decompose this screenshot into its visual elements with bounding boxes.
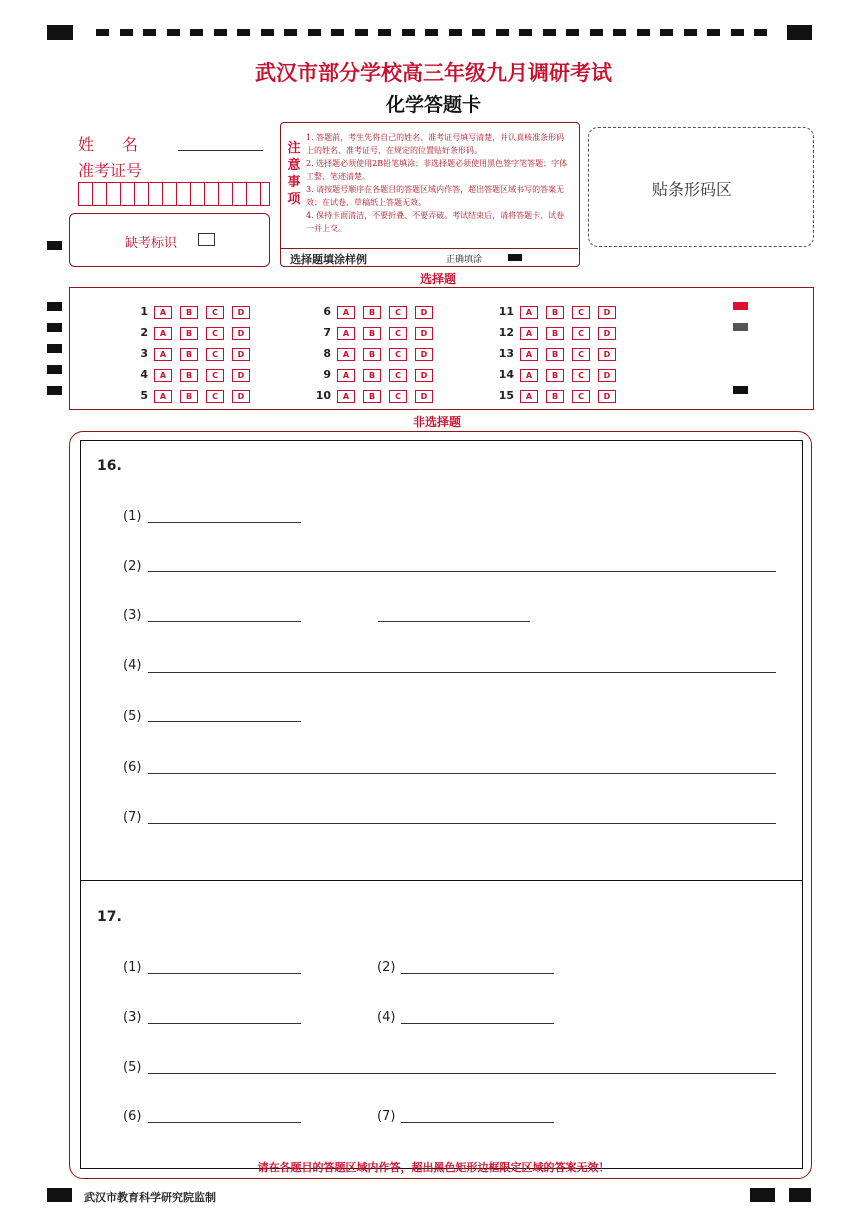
timing-mark-top xyxy=(261,29,274,36)
timing-mark-top xyxy=(472,29,485,36)
absent-checkbox[interactable] xyxy=(198,233,215,246)
choice-option-bubble[interactable]: A xyxy=(520,369,538,382)
notice-heading: 注 意 事 项 xyxy=(287,141,301,207)
choice-option-bubble[interactable]: D xyxy=(232,348,250,361)
timing-mark-left-2 xyxy=(47,323,62,332)
q17-part-4-blank[interactable] xyxy=(401,1023,554,1024)
q16-part-2-label: (2) xyxy=(123,559,142,574)
choice-option-bubble[interactable]: B xyxy=(180,348,198,361)
q16-part-1-blank[interactable] xyxy=(148,522,301,523)
choice-question xyxy=(313,342,441,361)
timing-mark-top xyxy=(613,29,626,36)
choice-option-bubble[interactable]: A xyxy=(337,348,355,361)
choice-option-bubble[interactable]: C xyxy=(389,390,407,403)
choice-question xyxy=(496,342,624,361)
choice-option-bubble[interactable]: D xyxy=(415,348,433,361)
choice-option-bubble[interactable]: A xyxy=(520,306,538,319)
choice-option-bubble[interactable]: A xyxy=(337,306,355,319)
q16-part-3-label: (3) xyxy=(123,608,142,623)
q16-part-3-blank-a[interactable] xyxy=(148,621,301,622)
q17-part-1-blank[interactable] xyxy=(148,973,301,974)
choice-option-bubble[interactable]: D xyxy=(232,390,250,403)
choice-question xyxy=(496,363,624,382)
timing-mark-top xyxy=(96,29,109,36)
choice-option-bubble[interactable]: B xyxy=(363,369,381,382)
choice-option-bubble[interactable]: B xyxy=(546,369,564,382)
absent-label: 缺考标识 xyxy=(125,236,178,251)
choice-option-bubble[interactable]: C xyxy=(572,390,590,403)
choice-question xyxy=(313,321,441,340)
timing-mark-bottom-left xyxy=(47,1188,72,1202)
timing-mark-top xyxy=(190,29,203,36)
choice-question xyxy=(130,384,258,403)
choice-question-number: 12 xyxy=(498,326,514,339)
choice-option-bubble[interactable]: C xyxy=(206,327,224,340)
exam-title: 武汉市部分学校高三年级九月调研考试 xyxy=(255,61,612,85)
timing-mark-top-left xyxy=(47,25,73,40)
choice-question-number: 9 xyxy=(323,368,331,381)
choice-option-bubble[interactable]: D xyxy=(415,327,433,340)
timing-mark-top xyxy=(214,29,227,36)
q16-part-6-blank[interactable] xyxy=(148,773,776,774)
choice-option-bubble[interactable]: B xyxy=(180,327,198,340)
q17-part-4-label: (4) xyxy=(377,1010,396,1025)
timing-mark-bottom-right-b xyxy=(789,1188,811,1202)
notice-divider xyxy=(281,248,578,249)
q17-part-7-blank[interactable] xyxy=(401,1122,554,1123)
nonchoice-section-title: 非选择题 xyxy=(413,415,462,429)
q16-part-6-label: (6) xyxy=(123,760,142,775)
choice-option-bubble[interactable]: D xyxy=(598,306,616,319)
timing-mark-top xyxy=(707,29,720,36)
timing-mark-top-right xyxy=(787,25,812,40)
q16-part-5-blank[interactable] xyxy=(148,721,301,722)
q17-part-5-blank[interactable] xyxy=(148,1073,776,1074)
q17-part-2-label: (2) xyxy=(377,960,396,975)
choice-question-number: 1 xyxy=(140,305,148,318)
notice-items: 1. 答题前，考生先将自己的姓名、准考证号填写清楚，并认真核准条形码上的姓名、准考证号，在规定的位置贴好条形码。 2. 选择题必须使用2B铅笔填涂；非选择题必须使用黑色签字笔答题；字体工整、笔迹清楚。 3. 请按题号顺序在各题目的答题区域内作答，超出答题区域书写的答案无效；在试卷、草稿纸上答题无效。 4. 保持卡面清洁，不要折叠、不要弄破。考试结束后，请将答题卡、试卷一并上交。 xyxy=(306,133,568,233)
choice-option-bubble[interactable]: C xyxy=(206,348,224,361)
choice-option-bubble[interactable]: B xyxy=(363,348,381,361)
choice-option-bubble[interactable]: B xyxy=(363,390,381,403)
choice-option-bubble[interactable]: D xyxy=(598,369,616,382)
choice-question xyxy=(130,321,258,340)
choice-question xyxy=(130,342,258,361)
timing-mark-top xyxy=(425,29,438,36)
timing-mark-top xyxy=(143,29,156,36)
correct-fill-label: 正确填涂 xyxy=(446,255,483,265)
exam-id-label: 准考证号 xyxy=(78,161,143,180)
q16-part-5-label: (5) xyxy=(123,709,142,724)
q17-part-1-label: (1) xyxy=(123,960,142,975)
timing-mark-top xyxy=(496,29,509,36)
choice-option-bubble[interactable]: A xyxy=(337,390,355,403)
timing-mark-top xyxy=(637,29,650,36)
timing-mark-top xyxy=(167,29,180,36)
name-label: 姓 名 xyxy=(78,135,145,154)
q16-part-4-label: (4) xyxy=(123,658,142,673)
choice-option-bubble[interactable]: C xyxy=(389,327,407,340)
choice-option-bubble[interactable]: A xyxy=(337,327,355,340)
timing-mark-top xyxy=(449,29,462,36)
choice-option-bubble[interactable]: C xyxy=(572,306,590,319)
choice-option-bubble[interactable]: A xyxy=(154,390,172,403)
q16-part-1-label: (1) xyxy=(123,509,142,524)
q16-part-7-label: (7) xyxy=(123,810,142,825)
choice-option-bubble[interactable]: D xyxy=(415,390,433,403)
name-field[interactable] xyxy=(178,150,263,151)
choice-option-bubble[interactable]: D xyxy=(598,390,616,403)
timing-mark-top xyxy=(566,29,579,36)
q17-part-7-label: (7) xyxy=(377,1109,396,1124)
choice-option-bubble[interactable]: C xyxy=(572,348,590,361)
choice-question-number: 10 xyxy=(315,389,331,402)
choice-option-bubble[interactable]: C xyxy=(206,306,224,319)
timing-mark-top xyxy=(684,29,697,36)
timing-mark-left-0 xyxy=(47,241,62,250)
timing-mark-top xyxy=(355,29,368,36)
timing-mark-left-1 xyxy=(47,302,62,311)
timing-mark-top xyxy=(754,29,767,36)
timing-mark-top xyxy=(378,29,391,36)
q17-part-3-label: (3) xyxy=(123,1010,142,1025)
choice-option-bubble[interactable]: A xyxy=(520,348,538,361)
timing-mark-top xyxy=(543,29,556,36)
choice-option-bubble[interactable]: B xyxy=(363,306,381,319)
timing-mark-top xyxy=(308,29,321,36)
timing-mark-top xyxy=(519,29,532,36)
choice-question-number: 11 xyxy=(498,305,514,318)
sample-label: 选择题填涂样例 xyxy=(290,253,367,266)
choice-option-bubble[interactable]: A xyxy=(337,369,355,382)
choice-option-bubble[interactable]: C xyxy=(389,306,407,319)
q16-part-4-blank[interactable] xyxy=(148,672,776,673)
choice-option-bubble[interactable]: A xyxy=(520,390,538,403)
choice-question-number: 2 xyxy=(140,326,148,339)
choice-question xyxy=(313,363,441,382)
choice-option-bubble[interactable]: D xyxy=(232,327,250,340)
exam-id-boxes[interactable] xyxy=(78,182,270,206)
choice-question-number: 3 xyxy=(140,347,148,360)
choice-option-bubble[interactable]: B xyxy=(363,327,381,340)
q17-part-6-label: (6) xyxy=(123,1109,142,1124)
timing-mark-bottom-right-a xyxy=(750,1188,775,1202)
choice-option-bubble[interactable]: D xyxy=(232,369,250,382)
choice-option-bubble[interactable]: B xyxy=(180,306,198,319)
choice-option-bubble[interactable]: C xyxy=(572,369,590,382)
timing-mark-top xyxy=(284,29,297,36)
choice-question-number: 8 xyxy=(323,347,331,360)
q17-part-6-blank[interactable] xyxy=(148,1122,301,1123)
choice-option-bubble[interactable]: B xyxy=(546,327,564,340)
timing-mark-top xyxy=(402,29,415,36)
choice-question-number: 7 xyxy=(323,326,331,339)
choice-option-bubble[interactable]: A xyxy=(154,306,172,319)
sample-mark-red xyxy=(733,302,748,310)
choice-question xyxy=(496,300,624,319)
sample-mark-gray xyxy=(733,323,748,331)
q16-part-2-blank[interactable] xyxy=(148,571,776,572)
barcode-label: 贴条形码区 xyxy=(652,180,733,199)
choice-option-bubble[interactable]: C xyxy=(206,390,224,403)
q16-q17-divider xyxy=(80,880,803,881)
correct-fill-sample xyxy=(508,254,522,261)
choice-option-bubble[interactable]: D xyxy=(598,348,616,361)
timing-mark-left-5 xyxy=(47,386,62,395)
timing-mark-top xyxy=(120,29,133,36)
choice-question xyxy=(130,363,258,382)
choice-question xyxy=(313,384,441,403)
choice-section-title: 选择题 xyxy=(420,272,457,286)
timing-mark-top xyxy=(590,29,603,36)
choice-option-bubble[interactable]: B xyxy=(546,306,564,319)
timing-mark-left-4 xyxy=(47,365,62,374)
choice-question-number: 15 xyxy=(498,389,514,402)
choice-option-bubble[interactable]: A xyxy=(154,369,172,382)
timing-mark-top xyxy=(237,29,250,36)
timing-mark-top xyxy=(331,29,344,36)
choice-question xyxy=(130,300,258,319)
nonchoice-inner-box xyxy=(80,440,803,1169)
choice-question xyxy=(496,321,624,340)
q17-part-5-label: (5) xyxy=(123,1060,142,1075)
choice-question-number: 4 xyxy=(140,368,148,381)
choice-question-number: 13 xyxy=(498,347,514,360)
answer-sheet-title: 化学答题卡 xyxy=(385,94,481,116)
choice-option-bubble[interactable]: D xyxy=(598,327,616,340)
choice-question-number: 6 xyxy=(323,305,331,318)
footer-warning: 请在各题目的答题区域内作答，超出黑色矩形边框限定区域的答案无效！ xyxy=(257,1161,610,1174)
q17-part-3-blank[interactable] xyxy=(148,1023,301,1024)
choice-option-bubble[interactable]: D xyxy=(415,306,433,319)
timing-mark-top xyxy=(660,29,673,36)
choice-option-bubble[interactable]: A xyxy=(154,327,172,340)
q17-part-2-blank[interactable] xyxy=(401,973,554,974)
q16-part-3-blank-b[interactable] xyxy=(378,621,530,622)
choice-option-bubble[interactable]: C xyxy=(389,369,407,382)
choice-option-bubble[interactable]: A xyxy=(520,327,538,340)
choice-option-bubble[interactable]: B xyxy=(180,369,198,382)
choice-question-number: 5 xyxy=(140,389,148,402)
choice-question xyxy=(496,384,624,403)
timing-mark-top xyxy=(731,29,744,36)
q16-part-7-blank[interactable] xyxy=(148,823,776,824)
choice-option-bubble[interactable]: C xyxy=(572,327,590,340)
choice-option-bubble[interactable]: C xyxy=(389,348,407,361)
q16-number: 16. xyxy=(97,458,122,474)
sample-mark-black xyxy=(733,386,748,394)
timing-mark-left-3 xyxy=(47,344,62,353)
choice-option-bubble[interactable]: C xyxy=(206,369,224,382)
q17-number: 17. xyxy=(97,909,122,925)
choice-question xyxy=(313,300,441,319)
choice-option-bubble[interactable]: B xyxy=(180,390,198,403)
choice-option-bubble[interactable]: D xyxy=(232,306,250,319)
publisher-label: 武汉市教育科学研究院监制 xyxy=(84,1191,216,1204)
choice-option-bubble[interactable]: B xyxy=(546,348,564,361)
choice-option-bubble[interactable]: A xyxy=(154,348,172,361)
choice-option-bubble[interactable]: D xyxy=(415,369,433,382)
choice-question-number: 14 xyxy=(498,368,514,381)
choice-option-bubble[interactable]: B xyxy=(546,390,564,403)
